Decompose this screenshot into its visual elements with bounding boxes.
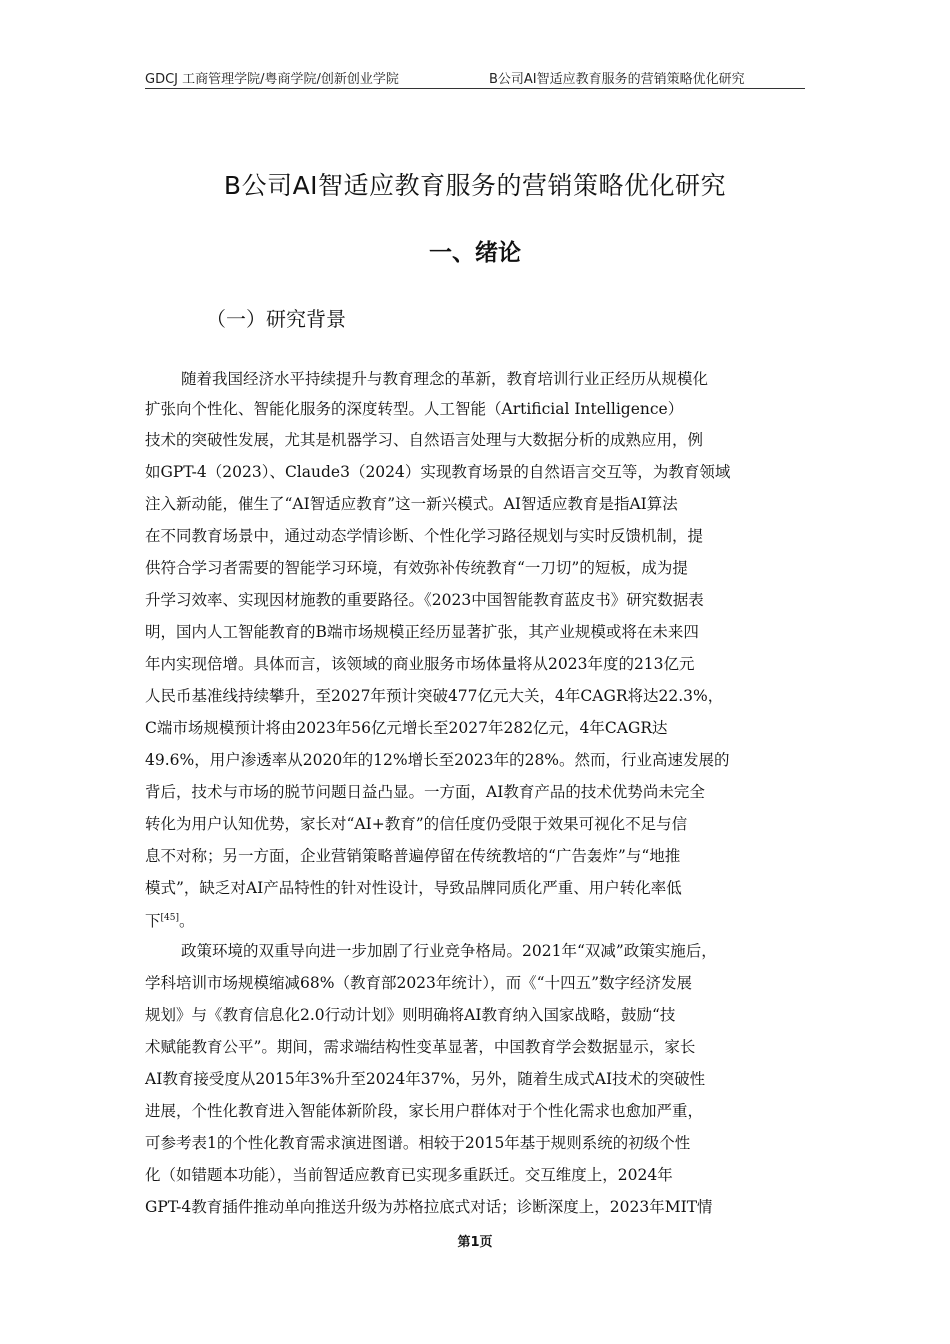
header-paper-title: B公司AI智适应教育服务的营销策略优化研究 [489,72,745,87]
subsection-heading: （一）研究背景 [206,307,346,331]
paragraph-1-line: 扩张向个性化、智能化服务的深度转型。人工智能（Artificial Intelligence） [145,400,684,418]
paragraph-1-line: 供符合学习者需要的智能学习环境，有效弥补传统教育“一刀切”的短板，成为提 [145,559,688,577]
paragraph-2-line: 政策环境的双重导向进一步加剧了行业竞争格局。2021年“双减”政策实施后， [181,942,717,960]
paragraph-1-last-line [145,908,195,931]
paragraph-1-line: 息不对称；另一方面，企业营销策略普遍停留在传统教培的“广告轰炸”与“地推 [145,847,681,865]
header-institution: GDCJ 工商管理学院/粤商学院/创新创业学院 [145,72,399,87]
section-heading: 一、绪论 [429,240,521,266]
paragraph-2-line: 进展，个性化教育进入智能体新阶段，家长用户群体对于个性化需求也愈加严重， [145,1102,704,1120]
paragraph-1-line: 背后，技术与市场的脱节问题日益凸显。一方面，AI教育产品的技术优势尚未完全 [145,783,705,801]
paragraph-2-line: 术赋能教育公平”。期间，需求端结构性变革显著，中国教育学会数据显示，家长 [145,1038,696,1056]
paragraph-1-line: 年内实现倍增。具体而言，该领域的商业服务市场体量将从2023年度的213亿元 [145,655,695,673]
paper-title: B公司AI智适应教育服务的营销策略优化研究 [223,171,727,200]
paragraph-1-text: 下 [145,912,161,931]
paragraph-1-line: 注入新动能，催生了“AI智适应教育”这一新兴模式。AI智适应教育是指AI算法 [145,495,678,513]
page-number: 第1页 [457,1235,493,1250]
paragraph-1-line: 在不同教育场景中，通过动态学情诊断、个性化学习路径规划与实时反馈机制，提 [145,527,704,545]
paragraph-1-line: C端市场规模预计将由2023年56亿元增长至2027年282亿元，4年CAGR达 [145,719,668,737]
paragraph-1-punctuation: 。 [179,912,195,931]
paragraph-1-line: 随着我国经济水平持续提升与教育理念的革新，教育培训行业正经历从规模化 [181,370,709,388]
running-header [145,66,805,89]
paragraph-2-line: AI教育接受度从2015年3%升至2024年37%，另外，随着生成式AI技术的突破性 [145,1070,706,1088]
paragraph-1-line: 49.6%，用户渗透率从2020年的12%增长至2023年的28%。然而，行业高速发展的 [145,751,730,769]
paragraph-2-line: 规划》与《教育信息化2.0行动计划》则明确将AI教育纳入国家战略，鼓励“技 [145,1006,676,1024]
paragraph-2-line: 学科培训市场规模缩减68%（教育部2023年统计），而《“十四五”数字经济发展 [145,974,692,992]
paragraph-2-line: 可参考表1的个性化教育需求演进图谱。相较于2015年基于规则系统的初级个性 [145,1134,691,1152]
paragraph-1-line: 模式”，缺乏对AI产品特性的针对性设计，导致品牌同质化严重、用户转化率低 [145,879,682,897]
paragraph-1-line: 明，国内人工智能教育的B端市场规模正经历显著扩张，其产业规模或将在未来四 [145,623,699,641]
paragraph-2-line: GPT-4教育插件推动单向推送升级为苏格拉底式对话；诊断深度上，2023年MIT情 [145,1198,713,1216]
paragraph-1-line: 如GPT-4（2023）、Claude3（2024）实现教育场景的自然语言交互等，为教育领域 [145,463,731,481]
paragraph-1-line: 技术的突破性发展，尤其是机器学习、自然语言处理与大数据分析的成熟应用，例 [145,431,704,449]
citation-reference: [45] [160,913,179,923]
paragraph-1-line: 转化为用户认知优势，家长对“AI+教育”的信任度仍受限于效果可视化不足与信 [145,815,688,833]
paragraph-1-line: 人民币基准线持续攀升，至2027年预计突破477亿元大关，4年CAGR将达22.3%， [145,687,724,705]
paragraph-2-line: 化（如错题本功能），当前智适应教育已实现多重跃迁。交互维度上，2024年 [145,1166,673,1184]
paragraph-1-line: 升学习效率、实现因材施教的重要路径。《2023中国智能教育蓝皮书》研究数据表 [145,591,704,609]
